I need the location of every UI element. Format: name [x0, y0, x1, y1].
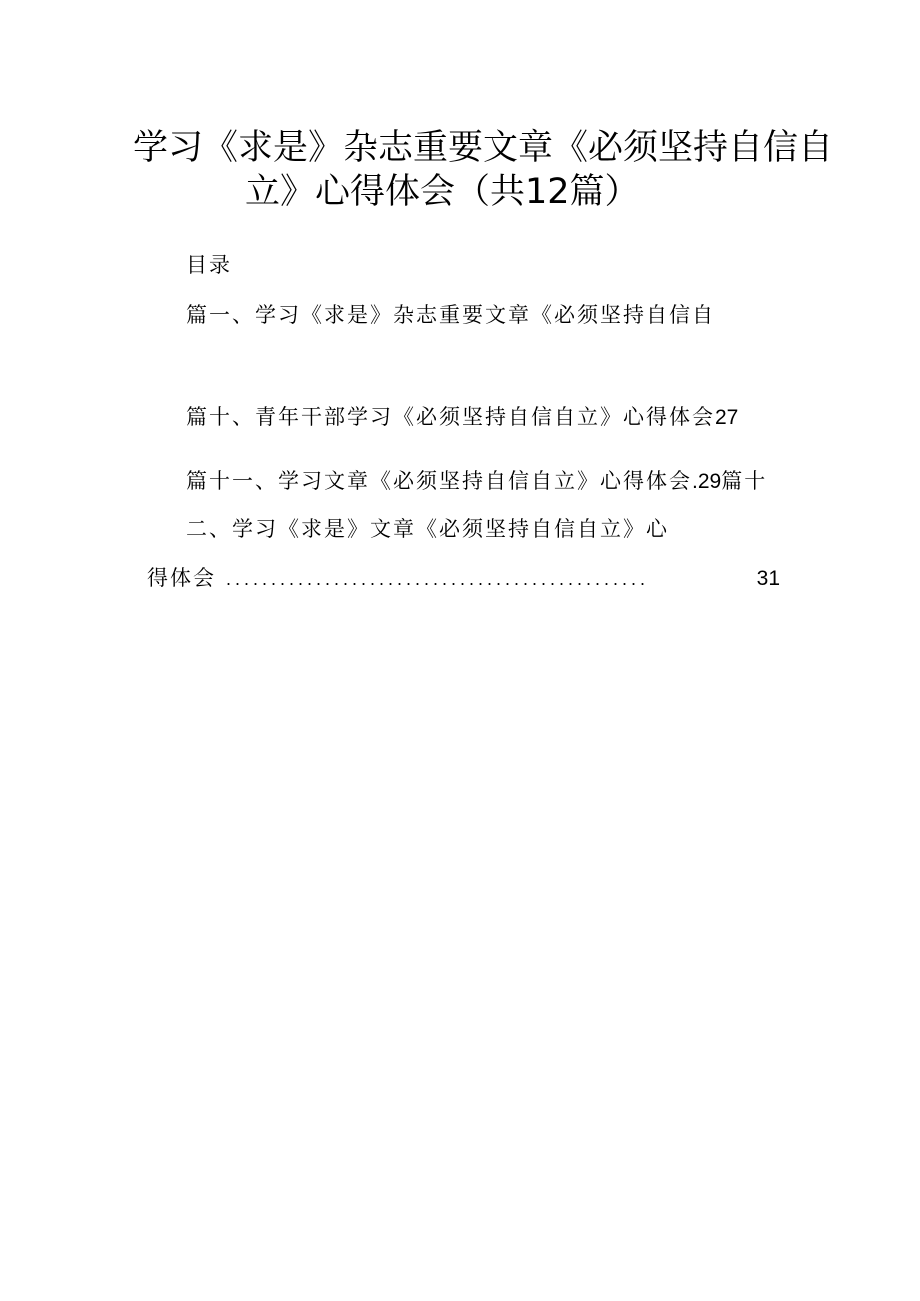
toc-entry-page: 31	[756, 567, 780, 590]
toc-entry-trailing-text: 篇十	[721, 469, 768, 493]
toc-entry-page: .29	[692, 470, 722, 493]
toc-entry-text: 篇十一、学习文章《必须坚持自信自立》心得体会	[186, 469, 692, 493]
toc-entry[interactable]	[186, 516, 669, 542]
toc-dot-leader: ...............................................	[226, 569, 650, 589]
document-title-line-1: 学习《求是》杂志重要文章《必须坚持自信自	[133, 128, 834, 168]
toc-entry-text: 篇一、学习《求是》杂志重要文章《必须坚持自信自	[186, 303, 715, 327]
toc-entry[interactable]	[186, 302, 715, 328]
toc-heading: 目录	[186, 253, 232, 277]
toc-entry[interactable]	[186, 468, 767, 495]
toc-entry-text: 得体会	[147, 566, 216, 590]
document-title-line-2: 立》心得体会（共12篇）	[245, 172, 640, 212]
toc-entry-text: 二、学习《求是》文章《必须坚持自信自立》心	[186, 517, 669, 541]
toc-entry-text: 篇十、青年干部学习《必须坚持自信自立》心得体会	[186, 405, 715, 429]
toc-entry[interactable]	[186, 404, 738, 431]
toc-entry[interactable]	[147, 565, 780, 592]
toc-entry-page: 27	[715, 406, 739, 429]
